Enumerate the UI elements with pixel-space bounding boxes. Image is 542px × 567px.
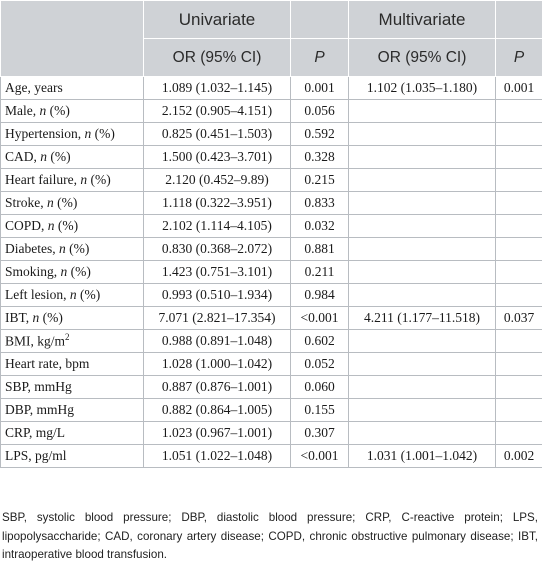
multivariate-or-cell bbox=[349, 261, 496, 284]
univariate-or-cell: 1.028 (1.000–1.042) bbox=[144, 353, 291, 376]
table-row bbox=[1, 192, 542, 215]
multivariate-or-cell: 1.102 (1.035–1.180) bbox=[349, 77, 496, 100]
multivariate-p-cell bbox=[496, 238, 542, 261]
multivariate-or-ci-heading: OR (95% CI) bbox=[349, 39, 496, 77]
univariate-p-cell: <0.001 bbox=[291, 445, 349, 468]
variable-label-n: n bbox=[47, 195, 54, 210]
variable-label-n: n bbox=[69, 287, 77, 302]
univariate-p-cell: 0.052 bbox=[291, 353, 349, 376]
univariate-or-cell: 1.089 (1.032–1.145) bbox=[144, 77, 291, 100]
table-row bbox=[1, 261, 542, 284]
table-row bbox=[1, 399, 542, 422]
variable-label-text: Diabetes, bbox=[5, 241, 59, 256]
variable-label-text: SBP, mmHg bbox=[5, 379, 72, 394]
multivariate-or-cell: 4.211 (1.177–11.518) bbox=[349, 307, 496, 330]
multivariate-or-cell bbox=[349, 422, 496, 445]
variable-label-text: IBT, bbox=[5, 310, 33, 325]
variable-label-text: Heart failure, bbox=[5, 172, 81, 187]
variable-label bbox=[1, 445, 144, 468]
multivariate-p-cell bbox=[496, 330, 542, 353]
table-row bbox=[1, 123, 542, 146]
table-row bbox=[1, 100, 542, 123]
multivariate-or-cell bbox=[349, 123, 496, 146]
univariate-or-cell: 1.118 (0.322–3.951) bbox=[144, 192, 291, 215]
univariate-p-cell: 0.984 bbox=[291, 284, 349, 307]
univariate-or-cell: 1.500 (0.423–3.701) bbox=[144, 146, 291, 169]
multivariate-or-cell bbox=[349, 169, 496, 192]
multivariate-p-heading: P bbox=[496, 39, 542, 77]
variable-label-suffix: (%) bbox=[39, 310, 63, 325]
univariate-p-cell: 0.602 bbox=[291, 330, 349, 353]
variable-label-text: DBP, mmHg bbox=[5, 402, 75, 417]
multivariate-or-cell bbox=[349, 192, 496, 215]
variable-label-n: n bbox=[39, 103, 47, 118]
multivariate-or-cell bbox=[349, 146, 496, 169]
univariate-p-cell: 0.001 bbox=[291, 77, 349, 100]
variable-label bbox=[1, 353, 144, 376]
variable-label-n: n bbox=[32, 310, 40, 325]
variable-label bbox=[1, 100, 144, 123]
table-row bbox=[1, 353, 542, 376]
table-row bbox=[1, 238, 542, 261]
multivariate-or-cell bbox=[349, 353, 496, 376]
multivariate-p-cell bbox=[496, 399, 542, 422]
variable-label-suffix: (%) bbox=[54, 218, 79, 233]
multivariate-p-cell bbox=[496, 422, 542, 445]
variable-label bbox=[1, 399, 144, 422]
variable-label-text: CRP, mg/L bbox=[5, 425, 66, 440]
table-body bbox=[1, 77, 542, 468]
univariate-p-cell: 0.592 bbox=[291, 123, 349, 146]
variable-label-n: n bbox=[40, 149, 48, 164]
variable-label bbox=[1, 330, 144, 353]
multivariate-p-cell bbox=[496, 100, 542, 123]
univariate-or-cell: 0.993 (0.510–1.934) bbox=[144, 284, 291, 307]
univariate-p-cell: 0.155 bbox=[291, 399, 349, 422]
variable-label bbox=[1, 376, 144, 399]
univariate-or-ci-heading: OR (95% CI) bbox=[144, 39, 291, 77]
variable-label-text: Heart rate, bpm bbox=[5, 356, 90, 371]
table-row bbox=[1, 330, 542, 353]
variable-label-n: n bbox=[58, 241, 66, 256]
variable-label-suffix: (%) bbox=[67, 264, 91, 279]
variable-label bbox=[1, 123, 144, 146]
univariate-p-cell: 0.060 bbox=[291, 376, 349, 399]
multivariate-or-cell bbox=[349, 284, 496, 307]
variable-label bbox=[1, 192, 144, 215]
variable-label-text: LPS, pg/ml bbox=[5, 448, 67, 463]
univariate-p-cell: 0.307 bbox=[291, 422, 349, 445]
header-empty-cell bbox=[496, 1, 542, 39]
variable-label-suffix: (%) bbox=[76, 287, 101, 302]
univariate-p-cell: 0.833 bbox=[291, 192, 349, 215]
univariate-p-cell: 0.215 bbox=[291, 169, 349, 192]
variable-label-suffix: (%) bbox=[87, 172, 111, 187]
variable-label-text: Hypertension, bbox=[5, 126, 85, 141]
univariate-heading: Univariate bbox=[144, 1, 291, 39]
multivariate-p-cell bbox=[496, 353, 542, 376]
table-header bbox=[1, 1, 542, 77]
table-row bbox=[1, 169, 542, 192]
variable-label-text: Left lesion, bbox=[5, 287, 70, 302]
univariate-or-cell: 2.102 (1.114–4.105) bbox=[144, 215, 291, 238]
variable-label bbox=[1, 261, 144, 284]
table-row bbox=[1, 376, 542, 399]
variable-label-suffix: (%) bbox=[53, 195, 78, 210]
univariate-p-cell: 0.032 bbox=[291, 215, 349, 238]
univariate-or-cell: 0.830 (0.368–2.072) bbox=[144, 238, 291, 261]
variable-label-text: Stroke, bbox=[5, 195, 47, 210]
table-row bbox=[1, 422, 542, 445]
variable-label-text: Age, years bbox=[5, 80, 63, 95]
multivariate-p-cell bbox=[496, 376, 542, 399]
multivariate-p-cell bbox=[496, 284, 542, 307]
header-blank-cell bbox=[1, 1, 144, 77]
multivariate-p-cell: 0.002 bbox=[496, 445, 542, 468]
variable-label-suffix: (%) bbox=[47, 149, 71, 164]
univariate-or-cell: 1.023 (0.967–1.001) bbox=[144, 422, 291, 445]
univariate-or-cell: 0.825 (0.451–1.503) bbox=[144, 123, 291, 146]
table-row bbox=[1, 215, 542, 238]
multivariate-p-cell bbox=[496, 169, 542, 192]
variable-label-superscript: 2 bbox=[65, 332, 70, 343]
table-row bbox=[1, 284, 542, 307]
table-row bbox=[1, 146, 542, 169]
multivariate-or-cell: 1.031 (1.001–1.042) bbox=[349, 445, 496, 468]
multivariate-p-cell: 0.037 bbox=[496, 307, 542, 330]
multivariate-p-cell bbox=[496, 261, 542, 284]
multivariate-or-cell bbox=[349, 238, 496, 261]
variable-label-text: Smoking, bbox=[5, 264, 61, 279]
multivariate-p-cell bbox=[496, 192, 542, 215]
variable-label-n: n bbox=[60, 264, 68, 279]
variable-label bbox=[1, 284, 144, 307]
variable-label-text: Male, bbox=[5, 103, 40, 118]
univariate-or-cell: 1.423 (0.751–3.101) bbox=[144, 261, 291, 284]
table-row bbox=[1, 307, 542, 330]
univariate-p-heading: P bbox=[291, 39, 349, 77]
multivariate-p-cell bbox=[496, 215, 542, 238]
variable-label bbox=[1, 77, 144, 100]
univariate-p-cell: 0.211 bbox=[291, 261, 349, 284]
variable-label-text: COPD, bbox=[5, 218, 48, 233]
variable-label bbox=[1, 307, 144, 330]
variable-label-suffix: (%) bbox=[91, 126, 115, 141]
table-row bbox=[1, 445, 542, 468]
variable-label-text: BMI, kg/m bbox=[5, 333, 66, 349]
table-footnote: SBP, systolic blood pressure; DBP, diastolic blood pressure; CRP, C-reactive protein; LPS, lipopolysaccharide; CAD, coronary artery disease; COPD, chronic obstructive pulmonary disease; IBT, intraoperative blood transfusion. bbox=[2, 511, 538, 561]
univariate-p-cell: 0.881 bbox=[291, 238, 349, 261]
multivariate-heading: Multivariate bbox=[349, 1, 496, 39]
variable-label bbox=[1, 422, 144, 445]
variable-label-n: n bbox=[84, 126, 92, 141]
univariate-or-cell: 0.887 (0.876–1.001) bbox=[144, 376, 291, 399]
multivariate-p-cell bbox=[496, 146, 542, 169]
univariate-or-cell: 2.120 (0.452–9.89) bbox=[144, 169, 291, 192]
variable-label bbox=[1, 215, 144, 238]
univariate-p-cell: 0.328 bbox=[291, 146, 349, 169]
multivariate-or-cell bbox=[349, 215, 496, 238]
multivariate-or-cell bbox=[349, 399, 496, 422]
table-row bbox=[1, 77, 542, 100]
variable-label-suffix: (%) bbox=[46, 103, 70, 118]
header-empty-cell bbox=[291, 1, 349, 39]
multivariate-or-cell bbox=[349, 376, 496, 399]
univariate-or-cell: 0.882 (0.864–1.005) bbox=[144, 399, 291, 422]
variable-label bbox=[1, 238, 144, 261]
multivariate-p-cell: 0.001 bbox=[496, 77, 542, 100]
multivariate-or-cell bbox=[349, 100, 496, 123]
univariate-or-cell: 0.988 (0.891–1.048) bbox=[144, 330, 291, 353]
univariate-or-cell: 2.152 (0.905–4.151) bbox=[144, 100, 291, 123]
header-row-groups bbox=[1, 1, 542, 39]
univariate-p-cell: 0.056 bbox=[291, 100, 349, 123]
multivariate-or-cell bbox=[349, 330, 496, 353]
variable-label bbox=[1, 146, 144, 169]
variable-label-suffix: (%) bbox=[65, 241, 90, 256]
multivariate-p-cell bbox=[496, 123, 542, 146]
variable-label-n: n bbox=[47, 218, 55, 233]
variable-label-text: CAD, bbox=[5, 149, 41, 164]
variable-label-n: n bbox=[80, 172, 88, 187]
variable-label bbox=[1, 169, 144, 192]
univariate-or-cell: 1.051 (1.022–1.048) bbox=[144, 445, 291, 468]
univariate-or-cell: 7.071 (2.821–17.354) bbox=[144, 307, 291, 330]
univariate-p-cell: <0.001 bbox=[291, 307, 349, 330]
